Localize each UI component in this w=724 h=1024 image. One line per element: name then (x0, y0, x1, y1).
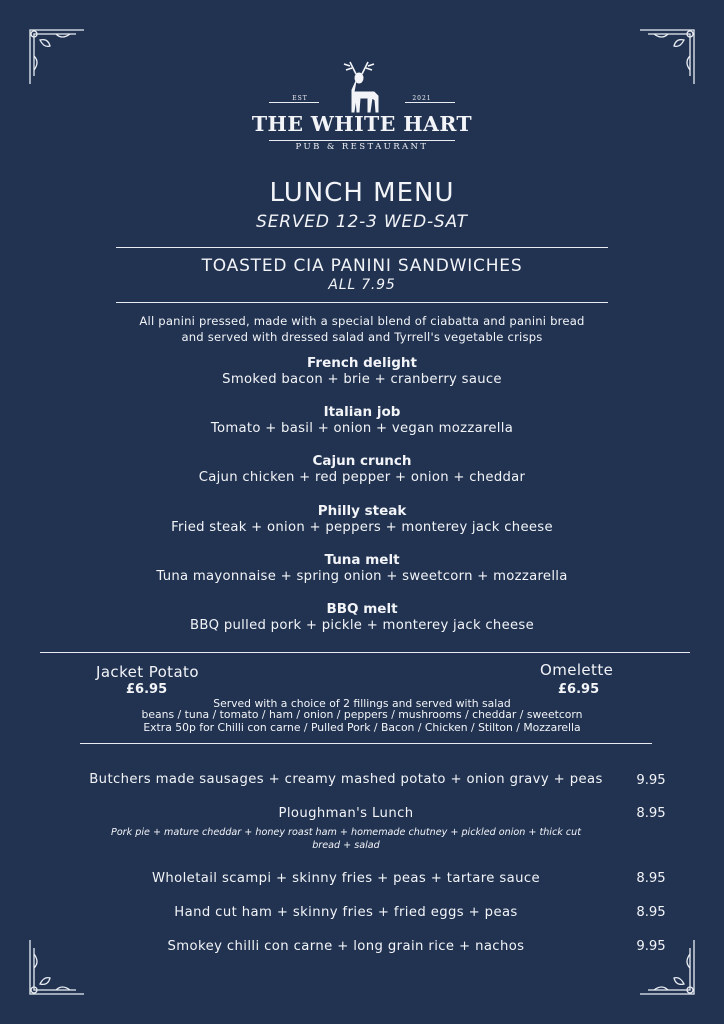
stag-icon (332, 58, 392, 114)
divider (40, 652, 690, 653)
special-title-right: Omelette (540, 661, 614, 679)
page-title: LUNCH MENU (269, 178, 455, 208)
menu-item-name: Cajun crunch (312, 453, 412, 469)
main-dish-name: Butchers made sausages + creamy mashed potato + onion gravy + peas (89, 772, 603, 787)
section-heading-panini: TOASTED CIA PANINI SANDWICHES (201, 256, 523, 276)
main-dish-price: 9.95 (636, 773, 666, 788)
main-dish-price: 8.95 (636, 905, 666, 920)
divider (116, 302, 608, 303)
est-label: EST (292, 95, 308, 102)
est-year: 2021 (412, 95, 432, 102)
menu-item-desc: Tomato + basil + onion + vegan mozzarella (210, 421, 514, 436)
specials-extra-note: Extra 50p for Chilli con carne / Pulled Pork / Bacon / Chicken / Stilton / Mozzarella (143, 721, 581, 734)
panini-intro: and served with dressed salad and Tyrrell's vegetable crisps (181, 330, 543, 344)
main-dish-name: Ploughman's Lunch (278, 806, 414, 821)
menu-item-desc: BBQ pulled pork + pickle + monterey jack cheese (189, 618, 534, 633)
logo (0, 58, 724, 158)
menu-item-desc: Fried steak + onion + peppers + monterey jack cheese (171, 520, 553, 535)
special-price-left: £6.95 (126, 682, 168, 697)
special-price-right: £6.95 (558, 682, 600, 697)
divider (116, 247, 608, 248)
specials-served-note: Served with a choice of 2 fillings and served with salad (213, 697, 511, 710)
menu-item-name: Italian job (323, 404, 401, 420)
panini-price-note: ALL 7.95 (328, 277, 396, 293)
panini-intro: All panini pressed, made with a special blend of ciabatta and panini bread (139, 314, 585, 328)
menu-item-desc: Tuna mayonnaise + spring onion + sweetcorn + mozzarella (156, 569, 568, 584)
main-dish-desc: Pork pie + mature cheddar + honey roast ham + homemade chutney + pickled onion + thick cut (111, 827, 581, 838)
divider (80, 743, 652, 744)
menu-item-name: French delight (307, 355, 417, 371)
brand-name: THE WHITE HART (251, 112, 473, 136)
main-dish-name: Hand cut ham + skinny fries + fried eggs + peas (174, 905, 518, 920)
menu-item-desc: Cajun chicken + red pepper + onion + cheddar (198, 470, 526, 485)
main-dish-name: Smokey chilli con carne + long grain rice + nachos (167, 939, 525, 954)
specials-fillings: beans / tuna / tomato / ham / onion / peppers / mushrooms / cheddar / sweetcorn (141, 708, 583, 721)
special-title-left: Jacket Potato (96, 663, 199, 681)
main-dish-price: 9.95 (636, 939, 666, 954)
main-dish-desc: bread + salad (312, 840, 380, 851)
main-dish-name: Wholetail scampi + skinny fries + peas + tartare sauce (151, 871, 541, 886)
main-dish-price: 8.95 (636, 806, 666, 821)
menu-item-name: Philly steak (317, 503, 407, 519)
main-dish-price: 8.95 (636, 871, 666, 886)
menu-item-name: Tuna melt (324, 552, 400, 568)
menu-item-desc: Smoked bacon + brie + cranberry sauce (222, 372, 502, 387)
brand-sub: PUB & RESTAURANT (295, 142, 429, 152)
menu-item-name: BBQ melt (326, 601, 398, 617)
page-subtitle: SERVED 12-3 WED-SAT (256, 212, 468, 232)
